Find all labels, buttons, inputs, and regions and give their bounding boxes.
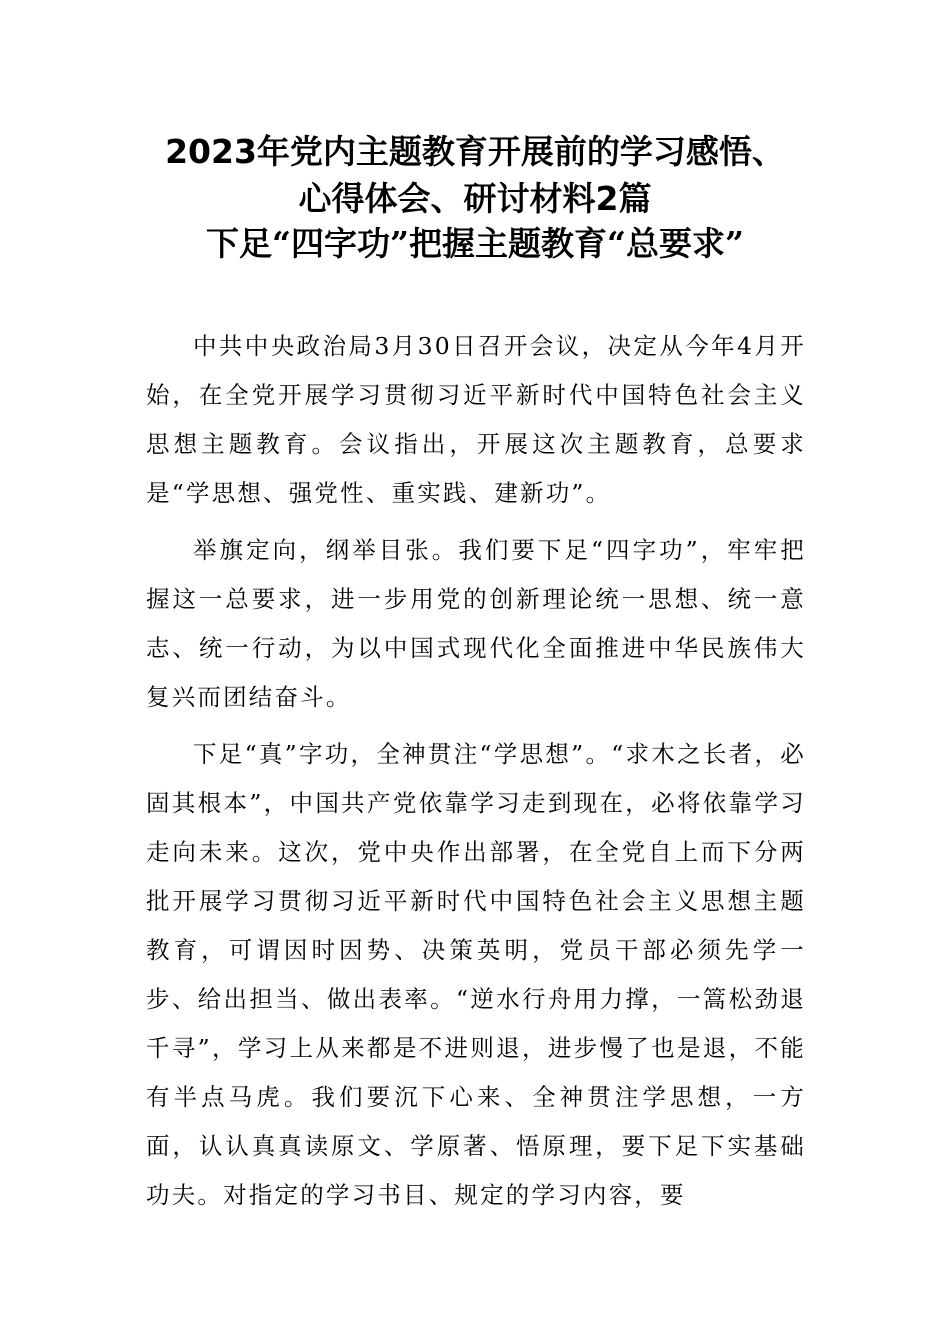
- document-title-line-2: 心得体会、研讨材料2篇: [298, 179, 652, 218]
- document-title: [120, 128, 830, 222]
- paragraph-2: 举旗定向，纲举目张。我们要下足“四字功”，牢牢把握这一总要求，进一步用党的创新理论统一思想、统一意志、统一行动，为以中国式现代化全面推进中华民族伟大复兴而团结奋斗。: [146, 536, 806, 711]
- paragraph-3: 下足“真”字功，全神贯注“学思想”。“求木之长者，必固其根本”，中国共产党依靠学习走到现在，必将依靠学习走向未来。这次，党中央作出部署，在全党自上而下分两批开展学习贯彻习近平新时代中国特色社会主义思想主题教育，可谓因时因势、决策英明，党员干部必须先学一步、给出担当、做出表率。“逆水行舟用力撑，一篙松劲退千寻”，学习上从来都是不进则退，进步慢了也是退，不能有半点马虎。我们要沉下心来、全神贯注学思想，一方面，认认真真读原文、学原著、悟原理，要下足下实基础功夫。对指定的学习书目、规定的学习内容，要: [146, 740, 806, 1209]
- document-title-line-1: 2023年党内主题教育开展前的学习感悟、: [165, 132, 785, 171]
- paragraph-1: 中共中央政治局3月30日召开会议，决定从今年4月开始，在全党开展学习贯彻习近平新时代中国特色社会主义思想主题教育。会议指出，开展这次主题教育，总要求是“学思想、强党性、重实践、建新功”。: [146, 332, 806, 507]
- section-subtitle: 下足“四字功”把握主题教育“总要求”: [206, 224, 744, 263]
- body-text: [146, 322, 806, 1220]
